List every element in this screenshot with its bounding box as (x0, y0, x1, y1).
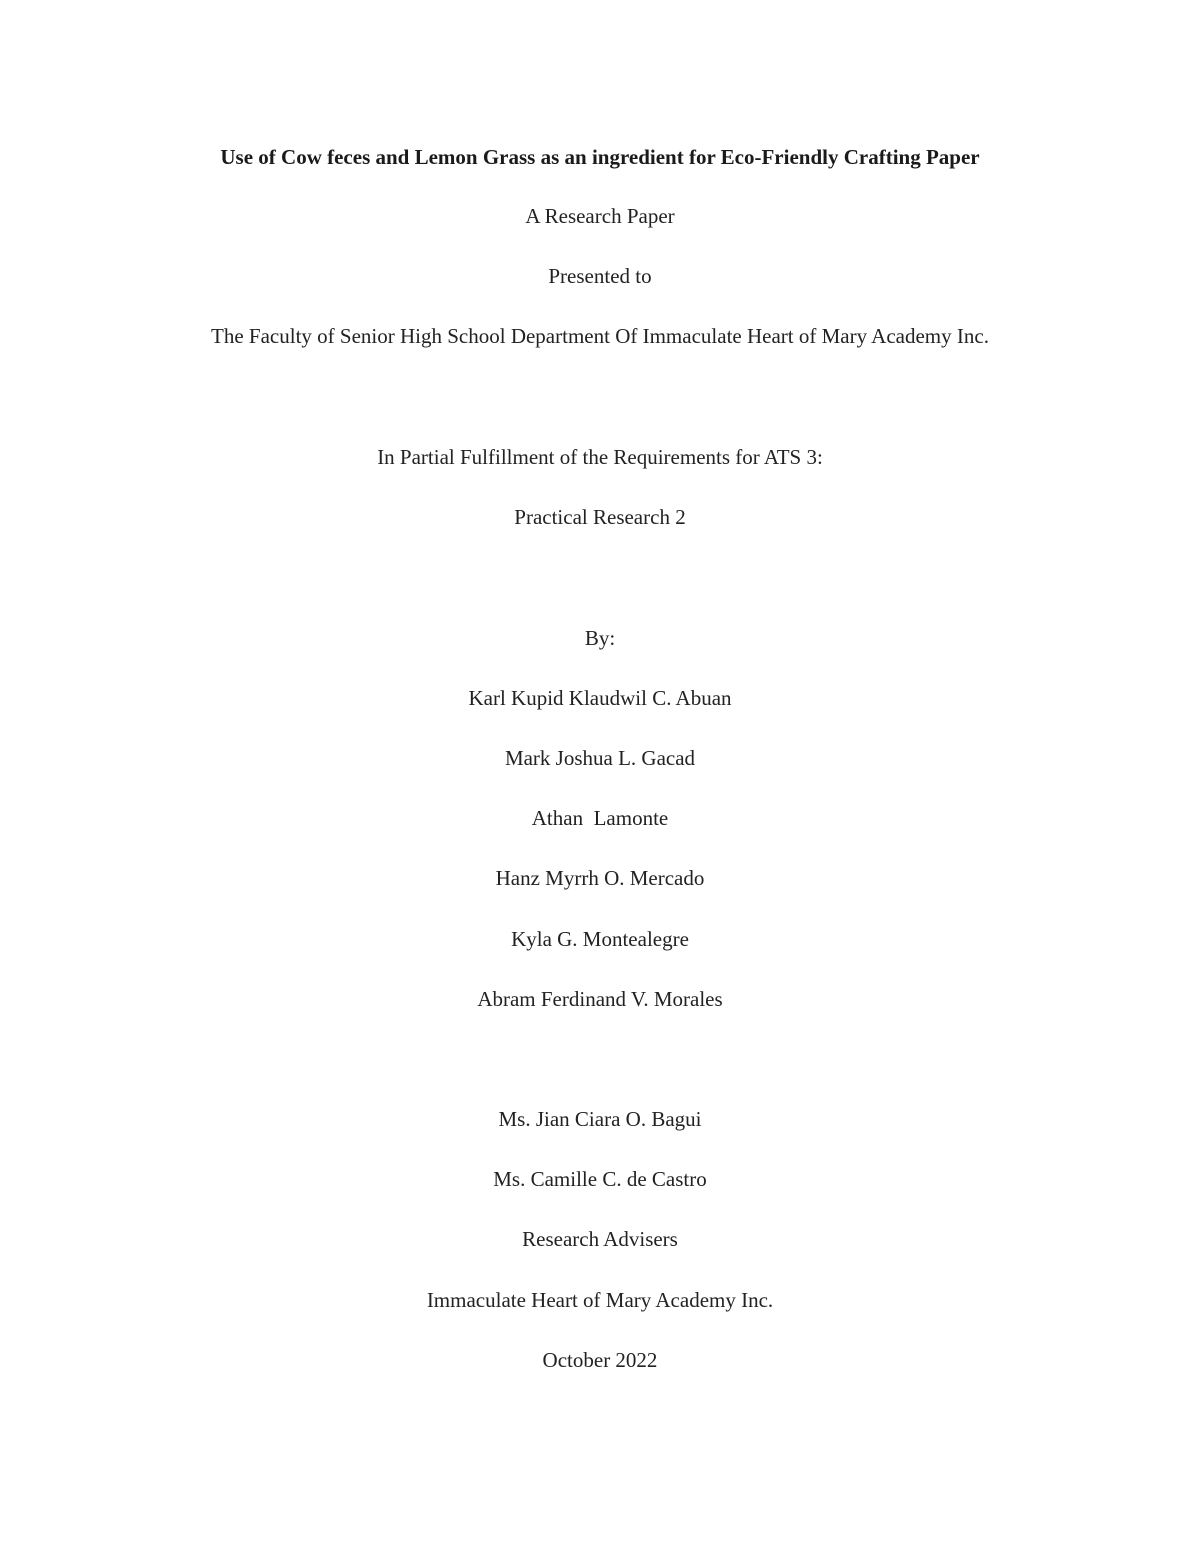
advisers-label: Research Advisers (522, 1227, 678, 1251)
fulfillment-line: In Partial Fulfillment of the Requirements for ATS 3: (377, 445, 823, 469)
paper-title: Use of Cow feces and Lemon Grass as an ingredient for Eco-Friendly Crafting Paper (220, 145, 980, 169)
author-name: Karl Kupid Klaudwil C. Abuan (468, 686, 732, 710)
document-type: A Research Paper (525, 204, 675, 228)
author-name: Athan Lamonte (531, 806, 669, 830)
subject-line: Practical Research 2 (514, 505, 686, 529)
institution-name: Immaculate Heart of Mary Academy Inc. (426, 1288, 774, 1312)
author-name: Mark Joshua L. Gacad (504, 746, 696, 770)
adviser-name: Ms. Camille C. de Castro (493, 1167, 707, 1191)
author-name: Kyla G. Montealegre (511, 927, 689, 951)
presented-to-label: Presented to (548, 264, 652, 288)
author-name: Hanz Myrrh O. Mercado (495, 866, 705, 890)
submission-date: October 2022 (542, 1348, 658, 1372)
faculty-line: The Faculty of Senior High School Department Of Immaculate Heart of Mary Academy Inc. (211, 324, 989, 348)
adviser-name: Ms. Jian Ciara O. Bagui (498, 1107, 702, 1131)
by-label: By: (584, 626, 616, 650)
author-name: Abram Ferdinand V. Morales (477, 987, 723, 1011)
